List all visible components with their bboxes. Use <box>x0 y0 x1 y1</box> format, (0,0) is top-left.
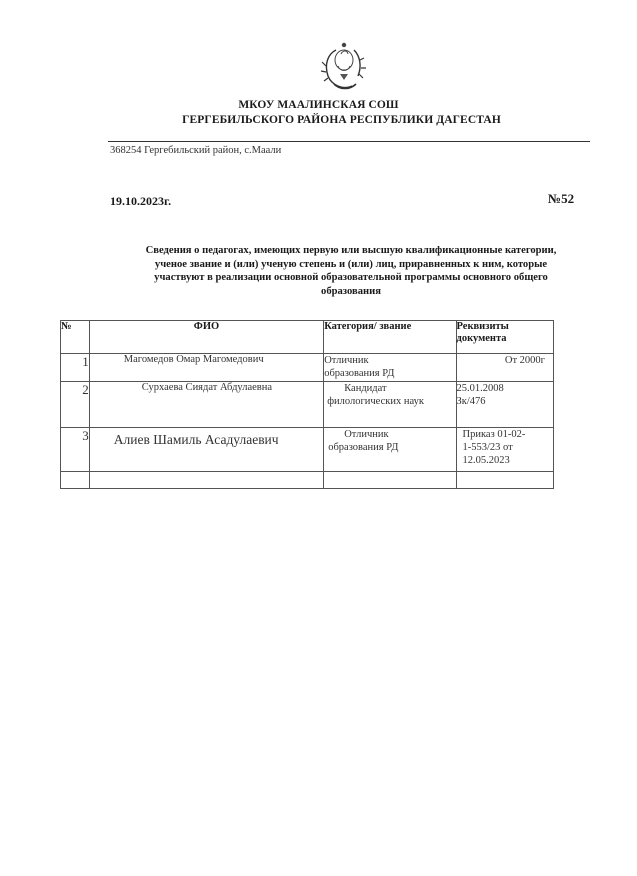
details-line: От 2000г <box>504 355 545 366</box>
empty-cell <box>324 472 456 489</box>
table-row-empty <box>61 472 554 489</box>
teacher-name: Сурхаева Сиядат Абдулаевна <box>89 382 323 428</box>
document-details <box>456 382 553 428</box>
details-line: 1-553/23 от <box>462 442 513 453</box>
staff-table <box>60 320 554 489</box>
details-line: 12.05.2023 <box>462 455 510 466</box>
details-line: 25.01.2008 <box>456 383 504 394</box>
empty-cell <box>61 472 90 489</box>
category-line: Кандидат <box>344 383 387 394</box>
teacher-category <box>324 354 456 382</box>
emblem-icon <box>314 36 372 94</box>
heading-line: ученое звание и (или) ученую степень и (или) лиц, приравненных к ним, которые <box>154 258 548 270</box>
category-line: филологических наук <box>327 396 424 407</box>
header-details-line-2: документа <box>456 333 507 344</box>
heading-line: участвуют в реализации основной образовательной программы основного общего <box>154 272 548 284</box>
header-details-line-1: Реквизиты <box>456 321 509 332</box>
document-date: 19.10.2023г. <box>110 194 172 208</box>
header-num: № <box>61 321 90 354</box>
teacher-name: Магомедов Омар Магомедович <box>89 354 323 382</box>
category-line: Отличник <box>324 355 369 366</box>
org-name-line-1: МКОУ МААЛИНСКАЯ СОШ <box>238 99 399 111</box>
document-number: №52 <box>548 191 575 206</box>
org-name-line-2: ГЕРГЕБИЛЬСКОГО РАЙОНА РЕСПУБЛИКИ ДАГЕСТАН <box>182 114 501 126</box>
details-line: Приказ 01-02- <box>462 429 526 440</box>
heading-line: образования <box>321 285 381 297</box>
table-row <box>61 382 554 428</box>
teacher-category <box>324 428 456 472</box>
empty-cell <box>89 472 323 489</box>
teacher-name: Алиев Шамиль Асадулаевич <box>89 428 323 472</box>
school-emblem <box>314 36 372 94</box>
table-row <box>61 428 554 472</box>
organization-name <box>0 98 637 128</box>
header-fio: ФИО <box>89 321 323 354</box>
heading-line: Сведения о педагогах, имеющих первую или высшую квалификационные категории, <box>145 245 557 256</box>
document-heading <box>108 244 594 298</box>
header-details <box>456 321 553 354</box>
category-line: Отличник <box>344 429 389 440</box>
empty-cell <box>456 472 553 489</box>
row-number: 3 <box>61 428 90 472</box>
document-details <box>456 428 553 472</box>
org-address: 368254 Гергебильский район, с.Маали <box>110 145 282 156</box>
row-number: 2 <box>61 382 90 428</box>
teacher-category <box>324 382 456 428</box>
category-line: образования РД <box>328 442 399 453</box>
table-header-row <box>61 321 554 354</box>
details-line: Зк/476 <box>456 396 486 407</box>
document-details <box>456 354 553 382</box>
header-category: Категория/ звание <box>324 321 456 354</box>
category-line: образования РД <box>324 368 395 379</box>
header-divider <box>108 141 590 142</box>
row-number: 1 <box>61 354 90 382</box>
table-row <box>61 354 554 382</box>
